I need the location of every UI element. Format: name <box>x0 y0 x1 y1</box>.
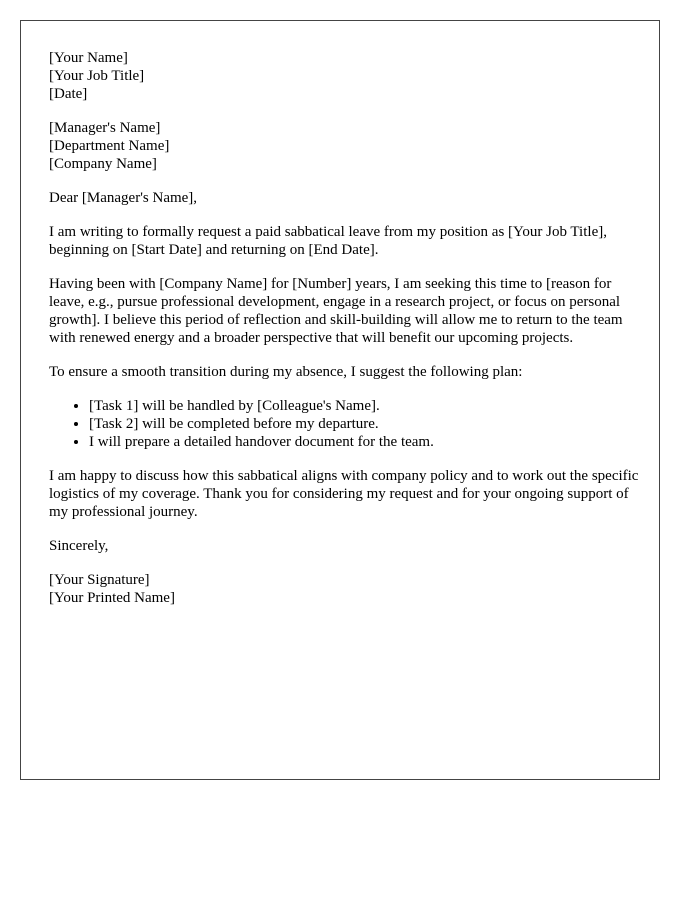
printed-name: [Your Printed Name] <box>49 590 175 606</box>
sign-off: Sincerely, <box>49 538 109 554</box>
recipient-block <box>49 119 639 173</box>
letter-content <box>49 49 639 623</box>
recipient-company: [Company Name] <box>49 156 157 172</box>
paragraph-plan-intro: To ensure a smooth transition during my absence, I suggest the following plan: <box>49 364 523 380</box>
paragraph-reason: Having been with [Company Name] for [Number] years, I am seeking this time to [reason for leave, e.g., pursue professional development, engage in a research project, or focus on personal growth]. I believe this period of reflection and skill-building will allow me to return to the team with renewed energy and a broader perspective that will benefit our upcoming projects. <box>49 276 623 346</box>
plan-list <box>49 397 639 451</box>
sender-block <box>49 49 639 103</box>
letter-page <box>20 20 660 780</box>
list-item: • [Task 1] will be handled by [Colleague's Name]. <box>89 397 639 415</box>
signature-line: [Your Signature] <box>49 572 150 588</box>
list-item: • I will prepare a detailed handover document for the team. <box>89 433 639 451</box>
recipient-manager-name: [Manager's Name] <box>49 120 161 136</box>
signature-block <box>49 571 639 607</box>
salutation: Dear [Manager's Name], <box>49 190 198 206</box>
list-item: • [Task 2] will be completed before my departure. <box>89 415 639 433</box>
paragraph-request: I am writing to formally request a paid sabbatical leave from my position as [Your Job Title], beginning on [Start Date] and returning on [End Date]. <box>49 224 607 258</box>
sender-name: [Your Name] <box>49 50 128 66</box>
recipient-department: [Department Name] <box>49 138 170 154</box>
paragraph-closing: I am happy to discuss how this sabbatical aligns with company policy and to work out the specific logistics of my coverage. Thank you for considering my request and for your ongoing support of my professional journey. <box>49 468 639 520</box>
letter-date: [Date] <box>49 86 88 102</box>
sender-job-title: [Your Job Title] <box>49 68 145 84</box>
